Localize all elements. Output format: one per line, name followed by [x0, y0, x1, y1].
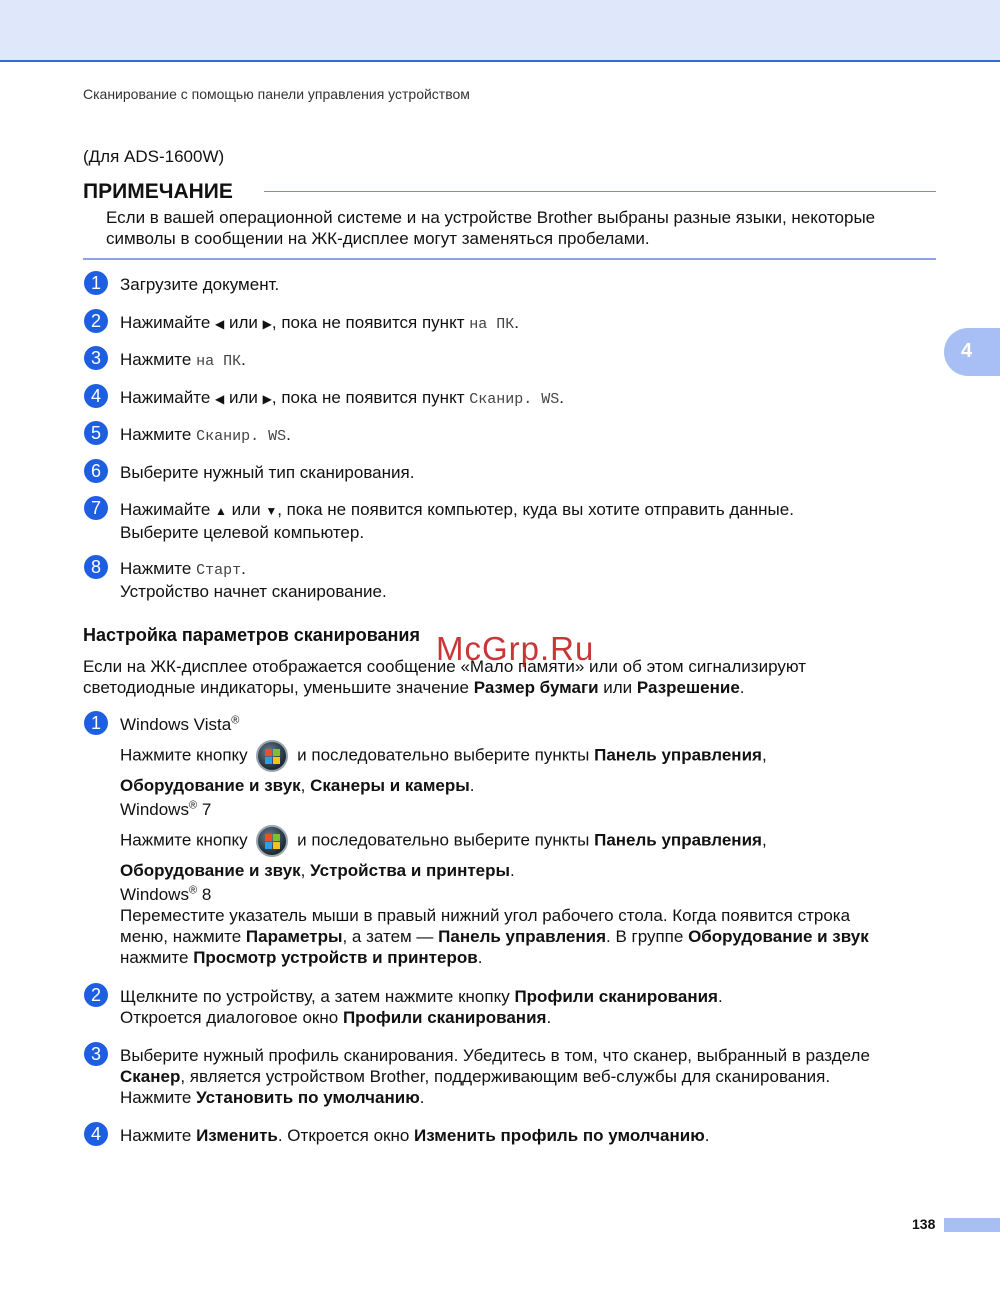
lcd-text: Старт — [196, 562, 242, 579]
step-text — [120, 462, 935, 483]
step-mid: или — [229, 313, 258, 332]
s4-c: . Откроется окно — [277, 1126, 410, 1145]
s2-c: Откроется диалоговое окно — [120, 1008, 339, 1027]
step-pre: Нажмите — [120, 350, 192, 369]
w8-then: , а затем — — [342, 927, 434, 946]
step-end: . — [241, 350, 246, 369]
registered-mark: ® — [188, 884, 198, 897]
left-arrow-icon: ◀ — [215, 317, 225, 331]
down-arrow-icon: ▼ — [265, 504, 278, 518]
step-post: , пока не появится пункт — [271, 388, 465, 407]
chapter-number: 4 — [961, 340, 973, 362]
w8-press: нажмите — [120, 948, 189, 967]
w8-params-label: Параметры — [245, 927, 343, 946]
step-text — [120, 424, 935, 447]
w8-line1: Переместите указатель мыши в правый нижний угол рабочего стола. Когда появится строка — [120, 906, 851, 925]
step-end: . — [286, 425, 291, 444]
press-button-text: Нажмите кнопку — [120, 830, 248, 850]
step-number: 1 — [84, 271, 108, 295]
step-text-content: Выберите нужный тип сканирования. — [120, 463, 415, 482]
os-vista: Windows Vista — [120, 715, 232, 734]
step-number: 7 — [84, 496, 108, 520]
w8-hardware-label: Оборудование и звук — [688, 927, 869, 946]
step-text: Windows® 8 Переместите указатель мыши в правый нижний угол рабочего стола. Когда появится строка меню, нажмите Параметры, а затем — Панель управления. В группе Оборудование и звук нажмите Просмотр устройств и принтеров. — [120, 884, 869, 967]
step-end: . — [514, 313, 519, 332]
step-text — [120, 499, 935, 543]
step-number: 3 — [84, 346, 108, 370]
step-number: 5 — [84, 421, 108, 445]
w8-view-devices-label: Просмотр устройств и принтеров — [193, 948, 478, 967]
chapter-tab — [944, 328, 1000, 376]
hardware-sound-label: Оборудование и звук — [120, 776, 301, 795]
step-text: Нажмите Изменить. Откроется окно Изменить профиль по умолчанию. — [120, 1126, 710, 1145]
step-number: 4 — [84, 1122, 108, 1146]
step-text: Нажмите кнопку и последовательно выберите пункты Панель управления, Оборудование и звук, Устройства и принтеры. — [120, 825, 935, 884]
step-text: Выберите нужный профиль сканирования. Убедитесь в том, что сканер, выбранный в разделе Сканер, является устройством Brother, поддерживающим веб-службы для сканирования. Нажмите Установить по умолчанию. — [120, 1046, 870, 1107]
step-text-content: Загрузите документ. — [120, 275, 280, 294]
step-text — [120, 387, 935, 410]
step-post: , пока не появится компьютер, куда вы хотите отправить данные. — [277, 500, 794, 519]
windows-start-icon — [256, 825, 288, 857]
step-pre: Нажимайте — [120, 500, 211, 519]
step-end: . — [241, 559, 246, 578]
step-mid: или — [231, 500, 261, 519]
page-number: 138 — [912, 1216, 936, 1232]
step-number: 2 — [84, 309, 108, 333]
step-text — [120, 274, 935, 295]
step-mid: или — [229, 388, 258, 407]
note-body: Если в вашей операционной системе и на устройстве Brother выбраны разные языки, некоторые символы в сообщении на ЖК-дисплее могут заменяться пробелами. — [106, 208, 876, 248]
step-text: Нажмите кнопку и последовательно выберите пункты Панель управления, Оборудование и звук, Сканеры и камеры. — [120, 740, 935, 799]
step-number: 2 — [84, 983, 108, 1007]
intro-line1: Если на ЖК-дисплее отображается сообщение «Мало памяти» или об этом сигнализируют — [83, 657, 806, 676]
control-panel-label: Панель управления — [594, 830, 762, 850]
lcd-text: на ПК — [469, 316, 515, 333]
watermark: McGrp.Ru — [436, 630, 595, 667]
step-number: 8 — [84, 555, 108, 579]
step-number: 1 — [84, 711, 108, 735]
step-post: , пока не появится пункт — [271, 313, 465, 332]
intro-bold2: Разрешение — [636, 678, 740, 697]
section-title: Настройка параметров сканирования — [83, 625, 420, 645]
step-pre: Нажимайте — [120, 388, 211, 407]
step-pre: Нажмите — [120, 425, 192, 444]
step-text — [120, 714, 935, 735]
step-text: Щелкните по устройству, а затем нажмите кнопку Профили сканирования. Откроется диалоговое окно Профили сканирования. — [120, 987, 723, 1027]
running-header: Сканирование с помощью панели управления устройством — [83, 86, 470, 102]
edit-label: Изменить — [196, 1126, 278, 1145]
intro-end: . — [739, 678, 745, 697]
step-number: 3 — [84, 1042, 108, 1066]
page-number-bar — [944, 1218, 1000, 1232]
scan-profiles-dialog-label: Профили сканирования — [342, 1008, 547, 1027]
intro-line2: светодиодные индикаторы, уменьшите значение — [83, 678, 469, 697]
registered-mark: ® — [231, 714, 240, 727]
step-line2: Выберите целевой компьютер. — [120, 523, 365, 542]
note-title: ПРИМЕЧАНИЕ — [83, 180, 233, 203]
step-end: . — [559, 388, 564, 407]
w8-group: . В группе — [606, 927, 684, 946]
lcd-text: Сканир. WS — [196, 428, 287, 445]
step-text — [120, 349, 935, 372]
step-number: 4 — [84, 384, 108, 408]
os-win7: Windows — [120, 800, 189, 819]
note-divider — [264, 191, 936, 192]
scan-profiles-label: Профили сканирования — [514, 987, 718, 1006]
select-items-text: и последовательно выберите пункты — [297, 830, 590, 850]
s3-c: , является устройством Brother, поддерживающим веб-службы для сканирования. — [180, 1067, 831, 1086]
step-text — [120, 312, 935, 335]
intro-or: или — [603, 678, 633, 697]
scanners-cameras-label: Сканеры и камеры — [310, 776, 470, 795]
s2-a: Щелкните по устройству, а затем нажмите кнопку — [120, 987, 510, 1006]
s3-d: Нажмите — [120, 1088, 192, 1107]
devices-printers-label: Устройства и принтеры — [310, 861, 511, 880]
w8-control-panel-label: Панель управления — [438, 927, 606, 946]
up-arrow-icon: ▲ — [215, 504, 227, 518]
left-arrow-icon: ◀ — [215, 392, 225, 406]
lcd-text: на ПК — [196, 353, 242, 370]
press-button-text: Нажмите кнопку — [120, 745, 248, 765]
scanner-label: Сканер — [120, 1067, 181, 1086]
registered-mark: ® — [188, 799, 198, 812]
intro-bold1: Размер бумаги — [473, 678, 599, 697]
note-bottom-rule — [83, 258, 936, 260]
model-label: (Для ADS-1600W) — [83, 147, 225, 166]
windows-start-icon — [256, 740, 288, 772]
set-default-label: Установить по умолчанию — [196, 1088, 420, 1107]
lcd-text: Сканир. WS — [469, 391, 560, 408]
right-arrow-icon: ▶ — [262, 317, 272, 331]
os-win8-version: 8 — [201, 885, 212, 904]
step-text — [120, 558, 935, 602]
select-items-text: и последовательно выберите пункты — [297, 745, 590, 765]
s3-a: Выберите нужный профиль сканирования. Убедитесь в том, что сканер, выбранный в разделе — [120, 1046, 870, 1065]
right-arrow-icon: ▶ — [262, 392, 272, 406]
s4-a: Нажмите — [120, 1126, 192, 1145]
os-win8: Windows — [120, 885, 189, 904]
hardware-sound-label: Оборудование и звук — [120, 861, 301, 880]
step-line2: Устройство начнет сканирование. — [120, 582, 387, 601]
control-panel-label: Панель управления — [594, 745, 762, 765]
w8-menu-text: меню, нажмите — [120, 927, 242, 946]
step-text — [120, 799, 935, 820]
step-pre: Нажмите — [120, 559, 192, 578]
edit-default-profile-label: Изменить профиль по умолчанию — [414, 1126, 705, 1145]
step-pre: Нажимайте — [120, 313, 211, 332]
os-win7-version: 7 — [201, 800, 212, 819]
step-number: 6 — [84, 459, 108, 483]
top-banner — [0, 0, 1000, 62]
